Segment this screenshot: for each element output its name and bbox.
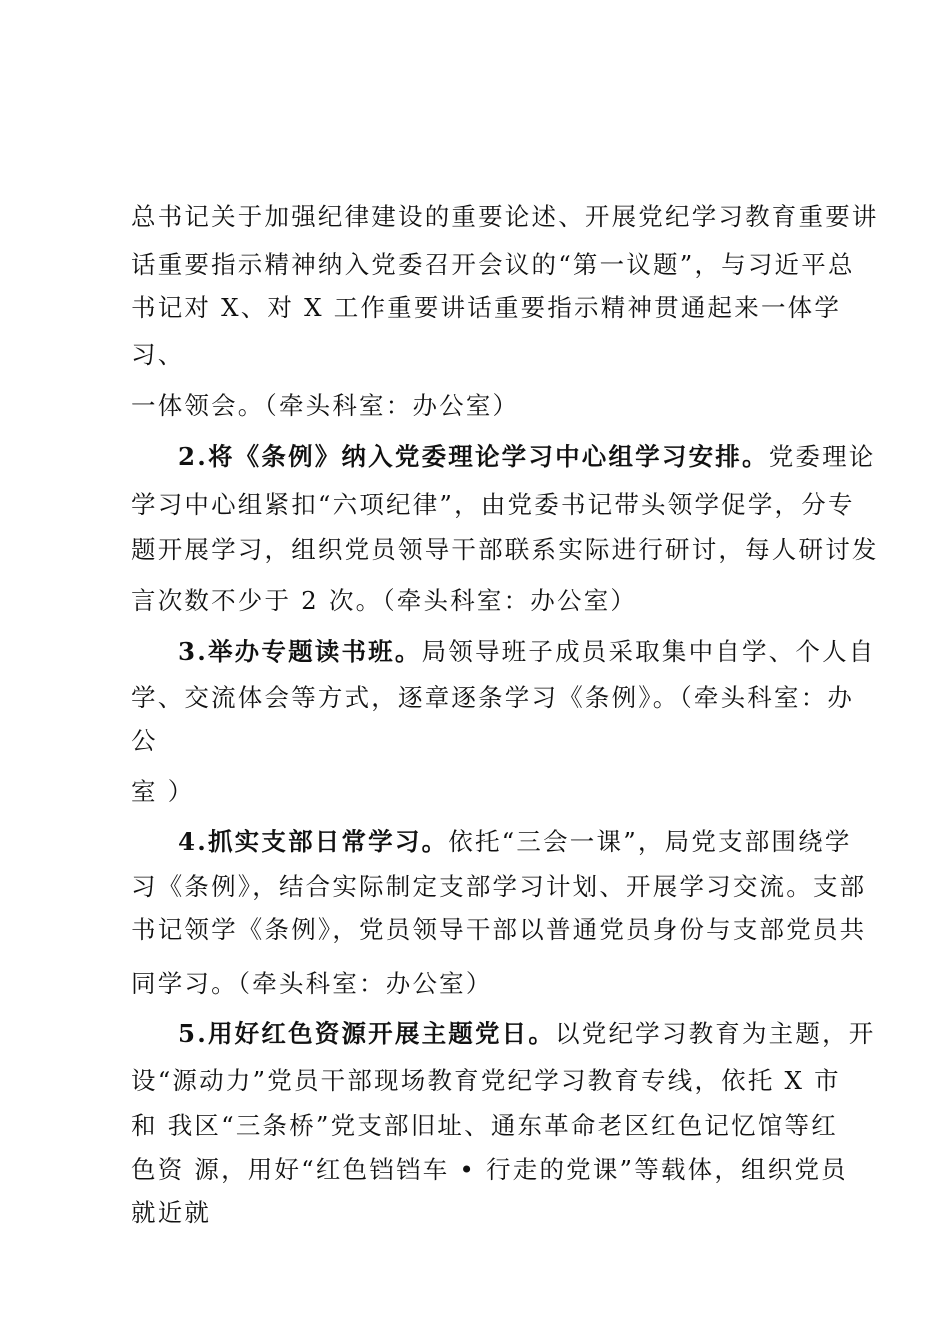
- section-item-3: 3.举办专题读书班。局领导班子成员采取集中自学、个人自: [178, 637, 876, 666]
- section-heading: 5.用好红色资源开展主题党日。: [178, 1019, 556, 1048]
- body-line: 习、: [131, 340, 185, 369]
- body-line: 就近就: [131, 1198, 212, 1227]
- body-line: 学习中心组紧扣“六项纪律”，由党委书记带头领学促学，分专: [131, 490, 855, 519]
- section-heading: 2.将《条例》纳入党委理论学习中心组学习安排。: [178, 442, 769, 471]
- body-line: 色资 源，用好“红色铛铛车 • 行走的党课”等载体，组织党员: [131, 1155, 848, 1184]
- body-line: 总书记关于加强纪律建设的重要论述、开展党纪学习教育重要讲: [131, 202, 879, 231]
- body-line: 言次数不少于 2 次。（牵头科室：办公室）: [131, 586, 638, 615]
- body-line: 一体领会。（牵头科室：办公室）: [131, 391, 520, 420]
- section-heading: 3.举办专题读书班。: [178, 637, 422, 666]
- body-line: 同学习。（牵头科室：办公室）: [131, 969, 493, 998]
- section-heading: 4.抓实支部日常学习。: [178, 827, 449, 856]
- body-line: 话重要指示精神纳入党委召开会议的“第一议题”，与习近平总: [131, 250, 855, 279]
- body-line: 书记领学《条例》，党员领导干部以普通党员身份与支部党员共: [131, 915, 867, 944]
- body-line: 室 ）: [131, 777, 195, 806]
- section-item-5: 5.用好红色资源开展主题党日。以党纪学习教育为主题，开: [178, 1019, 876, 1048]
- body-line: 和 我区“三条桥”党支部旧址、通东革命老区红色记忆馆等红: [131, 1111, 838, 1140]
- body-line: 学、交流体会等方式，逐章逐条学习《条例》。（牵头科室：办: [131, 683, 855, 712]
- section-item-2: 2.将《条例》纳入党委理论学习中心组学习安排。党委理论: [178, 442, 876, 471]
- section-item-4: 4.抓实支部日常学习。依托“三会一课”，局党支部围绕学: [178, 827, 852, 856]
- body-line: 设“源动力”党员干部现场教育党纪学习教育专线，依托 X 市: [131, 1066, 841, 1095]
- body-line: 公: [131, 726, 158, 755]
- body-line: 习《条例》，结合实际制定支部学习计划、开展学习交流。支部: [131, 872, 867, 901]
- body-line: 题开展学习，组织党员领导干部联系实际进行研讨，每人研讨发: [131, 535, 879, 564]
- body-line: 书记对 X、对 X 工作重要讲话重要指示精神贯通起来一体学: [131, 293, 842, 322]
